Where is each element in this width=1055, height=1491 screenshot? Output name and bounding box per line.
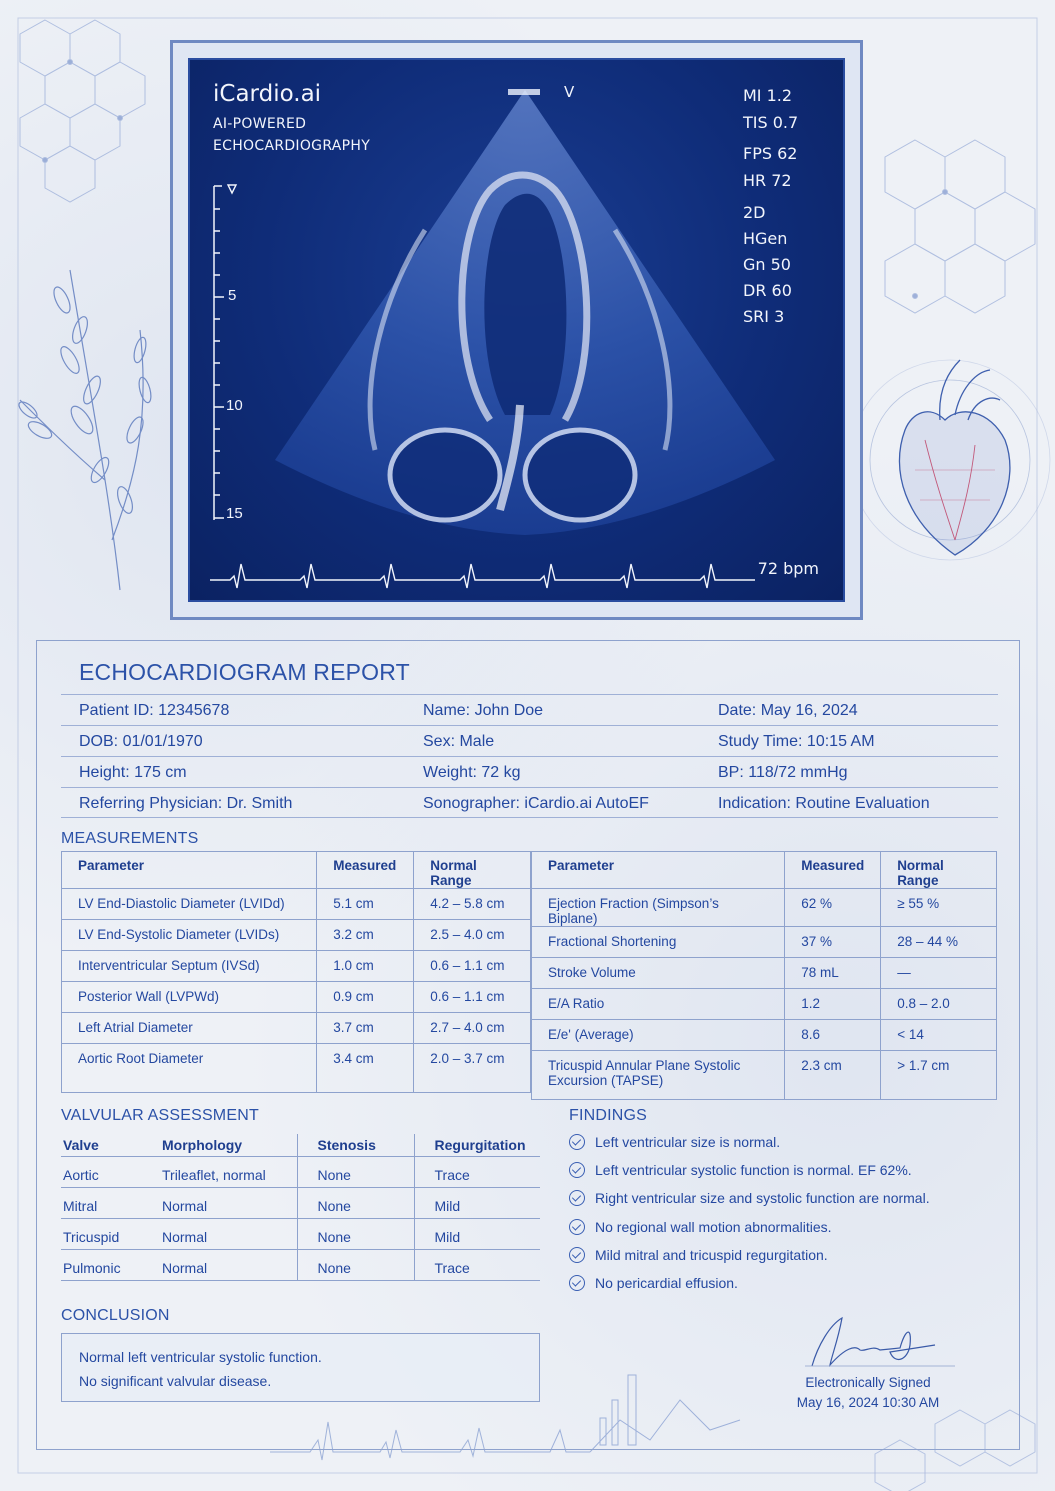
valve-morphology: Trileaflet, normal	[160, 1156, 297, 1187]
valve-name: Aortic	[61, 1156, 160, 1187]
valve-stenosis: None	[297, 1249, 414, 1280]
valve-regurgitation: Trace	[414, 1249, 540, 1280]
param-value: 3.4 cm	[317, 1044, 414, 1093]
valve-name: Mitral	[61, 1187, 160, 1218]
patient-info-row-3	[61, 756, 998, 787]
param-name: LV End-Diastolic Diameter (LVIDd)	[62, 889, 317, 920]
param-value: 37 %	[785, 927, 881, 958]
table-row	[532, 1020, 997, 1051]
ultrasound-screen	[188, 58, 845, 602]
param-range: 2.5 – 4.0 cm	[414, 920, 531, 951]
param-dynamic-range: DR 60	[743, 281, 792, 300]
brand-tagline-1: AI-POWERED	[213, 116, 307, 132]
table-row	[61, 1187, 540, 1218]
table-row	[532, 958, 997, 989]
valvular-header-row	[61, 1134, 540, 1156]
col-valve: Valve	[61, 1134, 160, 1156]
param-gain: Gn 50	[743, 255, 791, 274]
finding-text: Mild mitral and tricuspid regurgitation.	[595, 1247, 828, 1263]
param-name: E/A Ratio	[532, 989, 785, 1020]
param-range: 0.6 – 1.1 cm	[414, 951, 531, 982]
check-circle-icon	[569, 1275, 585, 1291]
param-range: 2.7 – 4.0 cm	[414, 1013, 531, 1044]
ultrasound-frame	[170, 40, 863, 620]
param-range: 2.0 – 3.7 cm	[414, 1044, 531, 1093]
valve-regurgitation: Trace	[414, 1156, 540, 1187]
list-item	[569, 1275, 738, 1291]
patient-name: Name: John Doe	[423, 702, 544, 719]
param-fps: FPS 62	[743, 144, 798, 163]
echocardiogram-report	[36, 640, 1020, 1450]
param-value: 3.2 cm	[317, 920, 414, 951]
finding-text: No pericardial effusion.	[595, 1275, 738, 1291]
patient-info-row-2	[61, 725, 998, 756]
list-item	[569, 1134, 780, 1150]
measurements-header-row	[532, 852, 997, 889]
param-name: Ejection Fraction (Simpson’s Biplane)	[532, 889, 785, 927]
param-name: Fractional Shortening	[532, 927, 785, 958]
valve-morphology: Normal	[160, 1187, 297, 1218]
table-row	[62, 920, 531, 951]
signature-timestamp: May 16, 2024 10:30 AM	[796, 1395, 940, 1410]
table-row	[62, 889, 531, 920]
param-tis: TIS 0.7	[743, 113, 799, 132]
param-value: 8.6	[785, 1020, 881, 1051]
indication: Indication: Routine Evaluation	[718, 795, 930, 812]
param-name: Interventricular Septum (IVSd)	[62, 951, 317, 982]
study-date: Date: May 16, 2024	[718, 702, 858, 719]
col-measured: Measured	[785, 852, 881, 889]
valve-stenosis: None	[297, 1218, 414, 1249]
param-name: Stroke Volume	[532, 958, 785, 989]
depth-ruler	[214, 186, 224, 520]
measurements-table-right	[531, 851, 997, 1100]
param-value: 1.0 cm	[317, 951, 414, 982]
brand-name: iCardio.ai	[213, 81, 322, 107]
table-row	[62, 951, 531, 982]
measurements-header-row	[62, 852, 531, 889]
findings-heading: FINDINGS	[569, 1107, 648, 1124]
list-item	[569, 1247, 828, 1263]
table-row	[62, 1044, 531, 1093]
conclusion-heading: CONCLUSION	[61, 1307, 170, 1324]
patient-info-row-1	[61, 694, 998, 725]
param-name: Tricuspid Annular Plane Systolic Excursion (TAPSE)	[532, 1051, 785, 1100]
patient-bp: BP: 118/72 mmHg	[718, 764, 848, 781]
param-value: 2.3 cm	[785, 1051, 881, 1100]
conclusion-line-2: No significant valvular disease.	[79, 1373, 272, 1389]
param-name: LV End-Systolic Diameter (LVIDs)	[62, 920, 317, 951]
param-range: —	[881, 958, 997, 989]
list-item	[569, 1219, 832, 1235]
patient-dob: DOB: 01/01/1970	[79, 733, 203, 750]
param-sri: SRI 3	[743, 307, 785, 326]
depth-label-15: 15	[226, 505, 243, 522]
table-row	[61, 1218, 540, 1249]
col-parameter: Parameter	[62, 852, 317, 889]
depth-label-5: 5	[228, 287, 237, 304]
measurements-heading: MEASUREMENTS	[61, 830, 199, 847]
patient-sex: Sex: Male	[423, 733, 495, 750]
param-name: Posterior Wall (LVPWd)	[62, 982, 317, 1013]
param-mi: MI 1.2	[743, 86, 793, 105]
table-row	[532, 889, 997, 927]
valve-regurgitation: Mild	[414, 1218, 540, 1249]
table-row	[61, 1156, 540, 1187]
ecg-trace	[210, 564, 755, 588]
valve-stenosis: None	[297, 1187, 414, 1218]
table-row	[532, 989, 997, 1020]
left-atrium	[525, 430, 635, 520]
brand-tagline-2: ECHOCARDIOGRAPHY	[213, 138, 371, 154]
table-row	[532, 1051, 997, 1100]
patient-height: Height: 175 cm	[79, 764, 187, 781]
patient-info-row-4	[61, 787, 998, 818]
list-item	[569, 1162, 912, 1178]
col-normal-range: Normal Range	[414, 852, 531, 889]
valvular-table	[61, 1134, 540, 1281]
check-circle-icon	[569, 1219, 585, 1235]
param-mode: 2D	[743, 203, 766, 222]
param-range: ≥ 55 %	[881, 889, 997, 927]
param-range: < 14	[881, 1020, 997, 1051]
finding-text: Right ventricular size and systolic function are normal.	[595, 1190, 930, 1206]
col-normal-range: Normal Range	[881, 852, 997, 889]
conclusion-box	[61, 1333, 540, 1402]
param-range: 0.8 – 2.0	[881, 989, 997, 1020]
heart-rate-readout: 72 bpm	[757, 559, 819, 578]
param-range: > 1.7 cm	[881, 1051, 997, 1100]
col-parameter: Parameter	[532, 852, 785, 889]
col-regurgitation: Regurgitation	[414, 1134, 540, 1156]
valve-morphology: Normal	[160, 1218, 297, 1249]
param-frequency: HGen	[743, 229, 788, 248]
param-value: 1.2	[785, 989, 881, 1020]
patient-weight: Weight: 72 kg	[423, 764, 521, 781]
finding-text: Left ventricular systolic function is normal. EF 62%.	[595, 1162, 912, 1178]
table-row	[61, 1249, 540, 1280]
param-range: 4.2 – 5.8 cm	[414, 889, 531, 920]
param-value: 78 mL	[785, 958, 881, 989]
table-row	[62, 1013, 531, 1044]
param-name: Left Atrial Diameter	[62, 1013, 317, 1044]
param-value: 3.7 cm	[317, 1013, 414, 1044]
valvular-heading: VALVULAR ASSESSMENT	[61, 1107, 259, 1124]
param-hr: HR 72	[743, 171, 792, 190]
depth-label-10: 10	[226, 397, 243, 414]
right-atrium	[390, 430, 500, 520]
conclusion-line-1: Normal left ventricular systolic function.	[79, 1349, 322, 1365]
check-circle-icon	[569, 1134, 585, 1150]
study-time: Study Time: 10:15 AM	[718, 733, 875, 750]
valve-morphology: Normal	[160, 1249, 297, 1280]
signature-label: Electronically Signed	[805, 1375, 931, 1390]
finding-text: Left ventricular size is normal.	[595, 1134, 781, 1150]
col-stenosis: Stenosis	[297, 1134, 414, 1156]
orientation-marker: V	[564, 83, 575, 101]
param-range: 0.6 – 1.1 cm	[414, 982, 531, 1013]
param-value: 5.1 cm	[317, 889, 414, 920]
patient-id: Patient ID: 12345678	[79, 702, 230, 719]
check-circle-icon	[569, 1247, 585, 1263]
sonographer: Sonographer: iCardio.ai AutoEF	[423, 795, 649, 812]
valve-name: Pulmonic	[61, 1249, 160, 1280]
col-measured: Measured	[317, 852, 414, 889]
list-item	[569, 1190, 930, 1206]
param-name: E/e' (Average)	[532, 1020, 785, 1051]
measurements-table-left	[61, 851, 531, 1093]
report-title: ECHOCARDIOGRAM REPORT	[79, 659, 410, 685]
col-morphology: Morphology	[160, 1134, 297, 1156]
param-value: 0.9 cm	[317, 982, 414, 1013]
table-row	[532, 927, 997, 958]
check-circle-icon	[569, 1162, 585, 1178]
finding-text: No regional wall motion abnormalities.	[595, 1219, 832, 1235]
check-circle-icon	[569, 1190, 585, 1206]
referring-physician: Referring Physician: Dr. Smith	[79, 795, 293, 812]
focus-marker-icon	[228, 185, 236, 193]
valve-stenosis: None	[297, 1156, 414, 1187]
param-range: 28 – 44 %	[881, 927, 997, 958]
table-row	[62, 982, 531, 1013]
valve-name: Tricuspid	[61, 1218, 160, 1249]
param-name: Aortic Root Diameter	[62, 1044, 317, 1093]
valve-regurgitation: Mild	[414, 1187, 540, 1218]
param-value: 62 %	[785, 889, 881, 927]
